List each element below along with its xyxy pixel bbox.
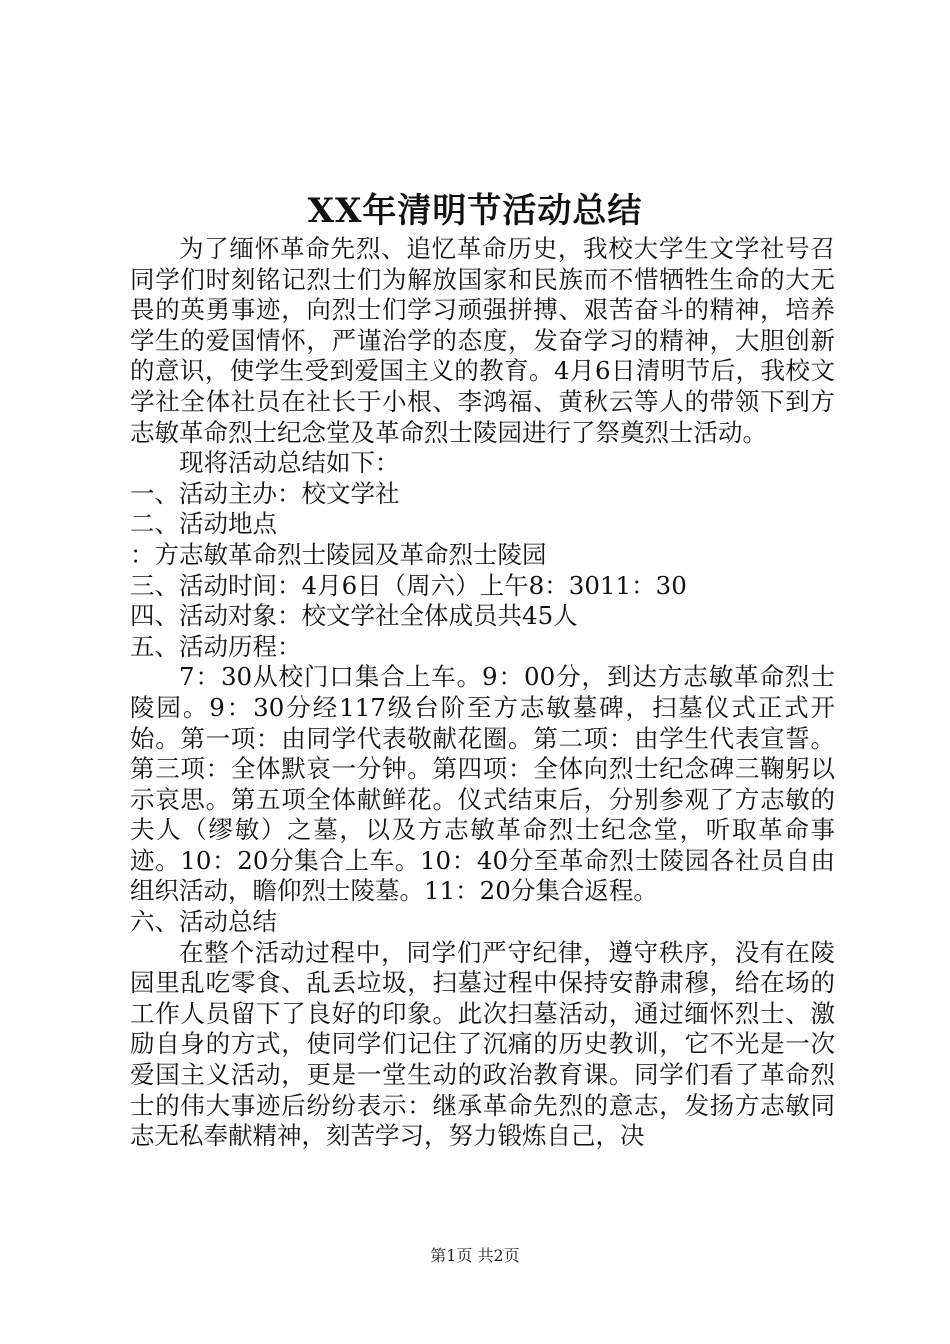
paragraph-summary-lead: 现将活动总结如下： xyxy=(179,448,400,478)
item-participants: 四、活动对象：校文学社全体成员共45人 xyxy=(130,601,578,631)
item-process-heading: 五、活动历程： xyxy=(130,631,302,661)
page-number: 第1页 共2页 xyxy=(430,1246,520,1265)
item-summary-heading: 六、活动总结 xyxy=(130,907,277,937)
paragraph-intro: 为了缅怀革命先烈、追忆革命历史，我校大学生文学社号召同学们时刻铭记烈士们为解放国家和民族而不惜牺牲生命的大无畏的英勇事迹，向烈士们学习顽强拼搏、艰苦奋斗的精神，培养学生的爱国情怀，严谨治学的态度，发奋学习的精神，大胆创新的意识，使学生受到爱国主义的教育。4月6日清明节后，我校文学社全体社员在社长于小根、李鸿福、黄秋云等人的带领下到方志敏革命烈士纪念堂及革命烈士陵园进行了祭奠烈士活动。 xyxy=(130,234,835,447)
item-time: 三、活动时间：4月6日（周六）上午8：3011：30 xyxy=(130,570,687,600)
item-location: ：方志敏革命烈士陵园及革命烈士陵园 xyxy=(130,539,547,569)
document-title: XX年清明节活动总结 xyxy=(307,191,643,231)
paragraph-summary: 在整个活动过程中，同学们严守纪律，遵守秩序，没有在陵园里乱吃零食、乱丢垃圾，扫墓过程中保持安静肃穆，给在场的工作人员留下了良好的印象。此次扫墓活动，通过缅怀烈士、激励自身的方式，使同学们记住了沉痛的历史教训，它不光是一次爱国主义活动，更是一堂生动的政治教育课。同学们看了革命烈士的伟大事迹后纷纷表示：继承革命先烈的意志，发扬方志敏同志无私奉献精神，刻苦学习，努力锻炼自己，决 xyxy=(130,937,835,1151)
paragraph-process: 7：30从校门口集合上车。9：00分，到达方志敏革命烈士陵园。9：30分经117级台阶至方志敏墓碑，扫墓仪式正式开始。第一项：由同学代表敬献花圈。第二项：由学生代表宣誓。第三项：全体默哀一分钟。第四项：全体向烈士纪念碑三鞠躬以示哀思。第五项全体献鲜花。仪式结束后，分别参观了方志敏的夫人（缪敏）之墓，以及方志敏革命烈士纪念堂，听取革命事迹。10：20分集合上车。10：40分至革命烈士陵园各社员自由组织活动，瞻仰烈士陵墓。11：20分集合返程。 xyxy=(130,662,835,906)
item-organizer: 一、活动主办：校文学社 xyxy=(130,478,400,508)
item-location-heading: 二、活动地点 xyxy=(130,509,277,539)
document-body xyxy=(130,234,835,1152)
